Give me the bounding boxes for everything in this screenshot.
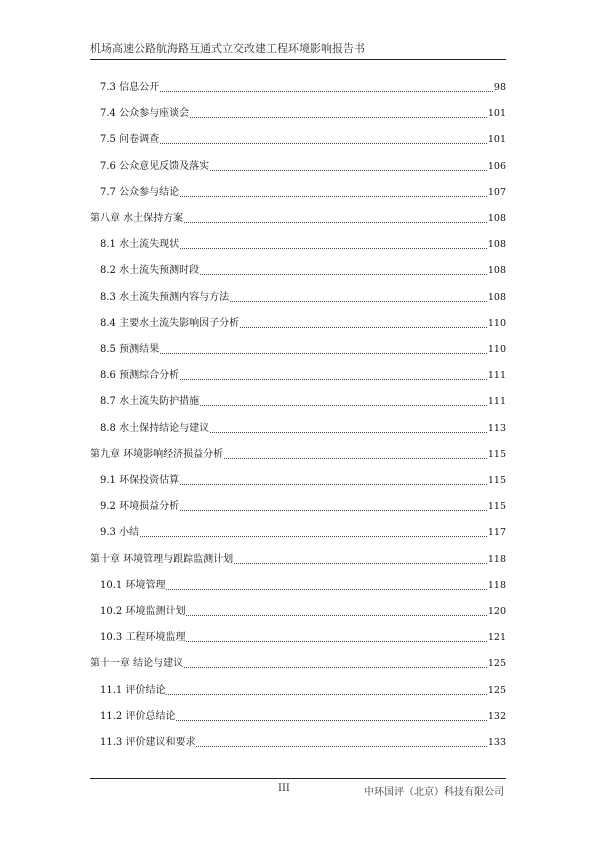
toc-entry-title: 10.3 工程环境监理 bbox=[100, 632, 186, 644]
toc-entry-page: 125 bbox=[487, 684, 506, 696]
toc-section-entry[interactable] bbox=[100, 237, 506, 251]
toc-section-entry[interactable] bbox=[100, 630, 506, 644]
dot-leader bbox=[196, 745, 486, 747]
dot-leader bbox=[190, 116, 487, 118]
toc-chapter-entry[interactable] bbox=[90, 447, 506, 461]
toc-entry-page: 132 bbox=[487, 710, 506, 722]
toc-entry-title: 7.6 公众意见反馈及落实 bbox=[100, 160, 210, 172]
dot-leader bbox=[184, 666, 487, 668]
toc-section-entry[interactable] bbox=[100, 106, 506, 120]
toc-section-entry[interactable] bbox=[100, 185, 506, 199]
toc-entry-page: 115 bbox=[487, 501, 506, 513]
dot-leader bbox=[160, 90, 493, 92]
dot-leader bbox=[166, 588, 486, 590]
toc-entry-title: 7.3 信息公开 bbox=[100, 82, 160, 93]
toc-entry-title: 7.4 公众参与座谈会 bbox=[100, 108, 190, 120]
dot-leader bbox=[160, 142, 487, 144]
toc-entry-title: 8.1 水土流失现状 bbox=[100, 239, 180, 251]
toc-entry-page: 110 bbox=[487, 317, 506, 329]
toc-entry-title: 8.7 水土流失防护措施 bbox=[100, 396, 200, 408]
toc-entry-page: 108 bbox=[487, 265, 506, 277]
dot-leader bbox=[186, 640, 486, 642]
toc-entry-title: 8.2 水土流失预测时段 bbox=[100, 265, 200, 277]
toc-entry-page: 110 bbox=[487, 344, 506, 355]
toc-section-entry[interactable] bbox=[100, 735, 506, 749]
toc-entry-page: 115 bbox=[487, 448, 506, 460]
document-title: 机场高速公路航海路互通式立交改建工程环境影响报告书 bbox=[90, 42, 365, 55]
dot-leader bbox=[240, 326, 487, 328]
toc-entry-title: 8.4 主要水土流失影响因子分析 bbox=[100, 317, 240, 329]
toc-section-entry[interactable] bbox=[100, 709, 506, 723]
toc-section-entry[interactable] bbox=[100, 394, 506, 408]
toc-entry-page: 133 bbox=[487, 737, 506, 748]
dot-leader bbox=[176, 719, 486, 721]
toc-entry-page: 115 bbox=[487, 475, 506, 486]
toc-entry-page: 120 bbox=[487, 606, 506, 617]
toc-entry-title: 8.8 水土保持结论与建议 bbox=[100, 422, 210, 434]
page-number: III bbox=[278, 783, 290, 794]
toc-entry-title: 第八章 水土保持方案 bbox=[90, 213, 184, 224]
toc-section-entry[interactable] bbox=[100, 683, 506, 697]
dot-leader bbox=[210, 169, 487, 171]
dot-leader bbox=[184, 221, 487, 223]
toc-entry-title: 第十章 环境管理与跟踪监测计划 bbox=[90, 553, 234, 565]
dot-leader bbox=[186, 614, 486, 616]
toc-entry-page: 117 bbox=[487, 527, 506, 539]
toc-section-entry[interactable] bbox=[100, 132, 506, 146]
company-name: 中环国评（北京）科技有限公司 bbox=[364, 787, 504, 798]
toc-entry-page: 121 bbox=[487, 632, 506, 644]
toc-entry-page: 125 bbox=[487, 658, 506, 670]
toc-section-entry[interactable] bbox=[100, 316, 506, 330]
toc-section-entry[interactable] bbox=[100, 368, 506, 382]
toc-entry-title: 9.3 小结 bbox=[100, 527, 140, 539]
dot-leader bbox=[230, 300, 487, 302]
toc-section-entry[interactable] bbox=[100, 421, 506, 435]
toc-entry-page: 118 bbox=[487, 553, 506, 565]
toc-section-entry[interactable] bbox=[100, 342, 506, 356]
toc-entry-page: 108 bbox=[487, 239, 506, 251]
toc-entry-title: 8.5 预测结果 bbox=[100, 344, 160, 355]
dot-leader bbox=[224, 457, 487, 459]
toc-section-entry[interactable] bbox=[100, 80, 506, 94]
toc-entry-page: 111 bbox=[487, 370, 506, 382]
dot-leader bbox=[180, 509, 487, 511]
toc-entry-title: 第九章 环境影响经济损益分析 bbox=[90, 448, 224, 460]
toc-entry-page: 106 bbox=[487, 160, 506, 172]
dot-leader bbox=[140, 535, 487, 537]
toc-chapter-entry[interactable] bbox=[90, 552, 506, 566]
toc-entry-title: 8.6 预测综合分析 bbox=[100, 370, 180, 382]
dot-leader bbox=[180, 378, 487, 380]
toc-entry-title: 11.1 评价结论 bbox=[100, 684, 166, 696]
toc-entry-title: 8.3 水土流失预测内容与方法 bbox=[100, 291, 230, 303]
dot-leader bbox=[166, 693, 486, 695]
toc-section-entry[interactable] bbox=[100, 578, 506, 592]
dot-leader bbox=[180, 483, 487, 485]
toc-entry-title: 9.2 环境损益分析 bbox=[100, 501, 180, 513]
toc-entry-page: 118 bbox=[487, 579, 506, 591]
toc-entry-page: 101 bbox=[487, 108, 506, 120]
toc-entry-title: 7.5 问卷调查 bbox=[100, 134, 160, 146]
toc-entry-title: 11.3 评价建议和要求 bbox=[100, 737, 196, 748]
dot-leader bbox=[200, 273, 487, 275]
toc-entry-title: 第十一章 结论与建议 bbox=[90, 658, 184, 670]
toc-section-entry[interactable] bbox=[100, 525, 506, 539]
page-footer bbox=[90, 778, 506, 797]
toc-section-entry[interactable] bbox=[100, 263, 506, 277]
toc-section-entry[interactable] bbox=[100, 290, 506, 304]
toc-section-entry[interactable] bbox=[100, 473, 506, 487]
dot-leader bbox=[180, 195, 487, 197]
toc-entry-title: 9.1 环保投资估算 bbox=[100, 475, 180, 486]
toc-chapter-entry[interactable] bbox=[90, 656, 506, 670]
toc-section-entry[interactable] bbox=[100, 499, 506, 513]
toc-entry-page: 98 bbox=[493, 82, 506, 93]
toc-entry-title: 10.2 环境监测计划 bbox=[100, 606, 186, 617]
toc-entry-title: 11.2 评价总结论 bbox=[100, 710, 176, 722]
dot-leader bbox=[210, 431, 487, 433]
toc-entry-page: 111 bbox=[487, 396, 506, 408]
toc-entry-page: 101 bbox=[487, 134, 506, 146]
dot-leader bbox=[234, 562, 487, 564]
toc-entry-page: 107 bbox=[487, 186, 506, 198]
toc-entry-title: 7.7 公众参与结论 bbox=[100, 186, 180, 198]
dot-leader bbox=[180, 247, 487, 249]
toc-section-entry[interactable] bbox=[100, 159, 506, 173]
dot-leader bbox=[160, 352, 487, 354]
toc-entry-page: 113 bbox=[487, 422, 506, 434]
toc-entry-page: 108 bbox=[487, 213, 506, 224]
running-header bbox=[90, 40, 506, 60]
toc-section-entry[interactable] bbox=[100, 604, 506, 618]
toc-chapter-entry[interactable] bbox=[90, 211, 506, 225]
dot-leader bbox=[200, 404, 487, 406]
toc-entry-page: 108 bbox=[487, 291, 506, 303]
toc-entry-title: 10.1 环境管理 bbox=[100, 579, 166, 591]
